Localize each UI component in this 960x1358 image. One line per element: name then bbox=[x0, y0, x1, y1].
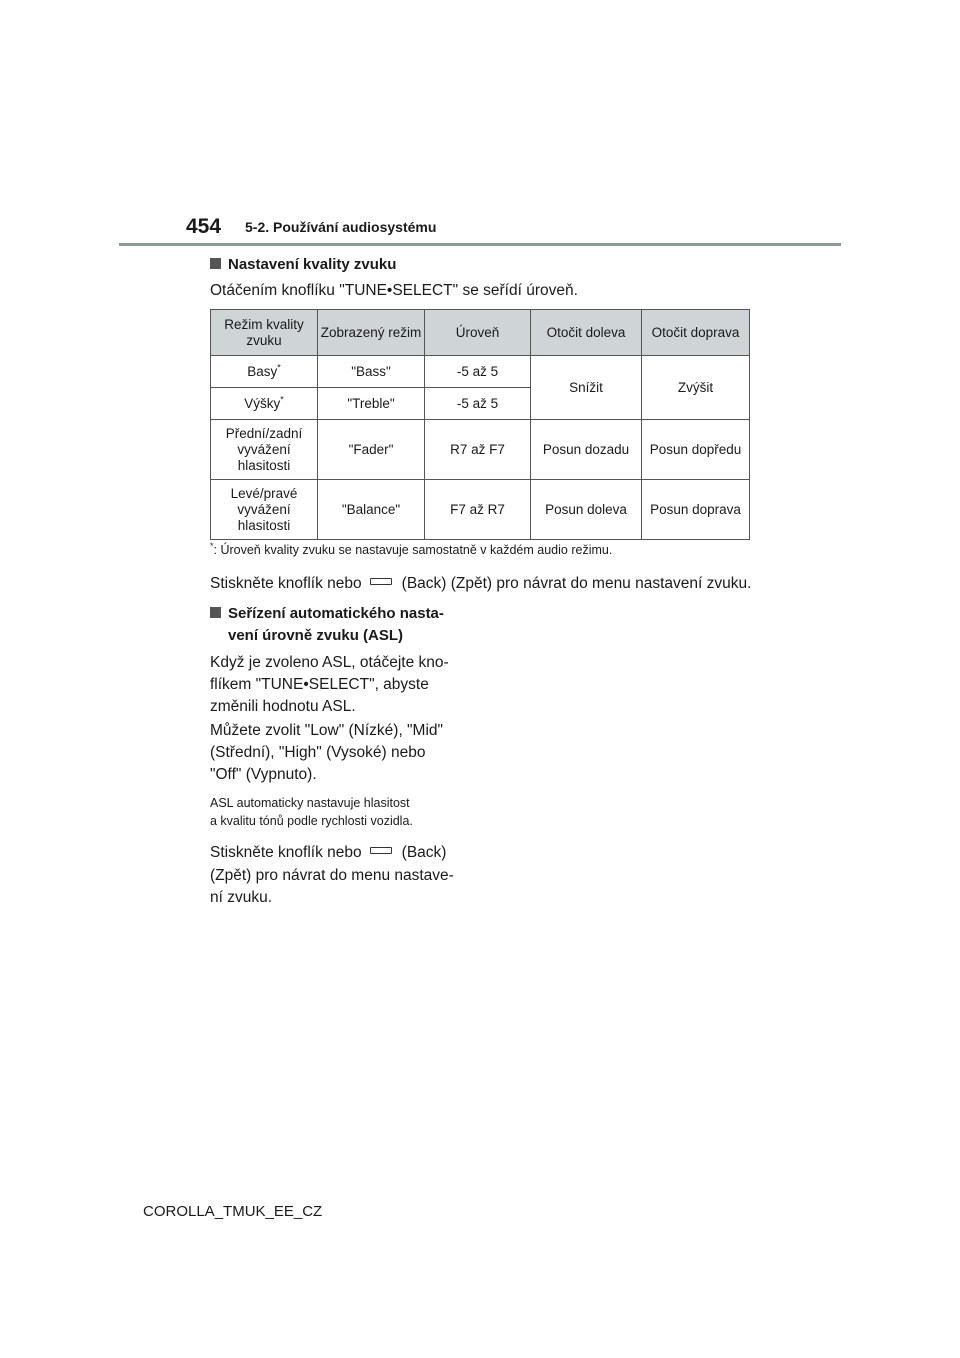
asl-note-line: ASL automaticky nastavuje hlasitost bbox=[210, 796, 410, 810]
table-cell: Přední/zadní vyvážení hlasitosti bbox=[211, 420, 318, 480]
asl-note-line: a kvalitu tónů podle rychlosti vozidla. bbox=[210, 814, 413, 828]
mode-label: Basy bbox=[247, 363, 278, 379]
back-text-before: Stiskněte knoflík nebo bbox=[210, 575, 362, 592]
back-text-after: (Back) (Zpět) pro návrat do menu nastavení zvuku. bbox=[401, 575, 752, 592]
table-cell: "Balance" bbox=[318, 480, 425, 540]
header-cell: Zobrazený režim bbox=[318, 310, 425, 356]
table-row bbox=[211, 356, 750, 388]
table-header-row bbox=[211, 310, 750, 356]
section-title: 5-2. Používání audiosystému bbox=[245, 219, 437, 235]
asl-heading-cont: vení úrovně zvuku (ASL) bbox=[228, 627, 404, 644]
back-instruction bbox=[210, 573, 751, 596]
square-bullet-icon bbox=[210, 258, 221, 269]
asl-paragraph-line: flíkem "TUNE•SELECT", abyste bbox=[210, 676, 429, 693]
quality-intro: Otáčením knoflíku "TUNE•SELECT" se seřídí úroveň. bbox=[210, 282, 578, 299]
table-cell: "Fader" bbox=[318, 420, 425, 480]
asl-heading-line: Seřízení automatického nasta- bbox=[228, 605, 444, 622]
table-cell: Posun doleva bbox=[531, 480, 642, 540]
table-cell: -5 až 5 bbox=[425, 388, 531, 420]
table-cell: Posun dopředu bbox=[642, 420, 750, 480]
table-row bbox=[211, 480, 750, 540]
table-cell: F7 až R7 bbox=[425, 480, 531, 540]
table-cell bbox=[211, 356, 318, 388]
footnote-text: : Úroveň kvality zvuku se nastavuje samostatně v každém audio režimu. bbox=[213, 543, 613, 557]
header-cell: Otočit doleva bbox=[531, 310, 642, 356]
asterisk: * bbox=[277, 362, 281, 372]
mode-label: Výšky bbox=[244, 395, 281, 411]
quality-heading-text: Nastavení kvality zvuku bbox=[228, 256, 397, 273]
asl-back-line: (Zpět) pro návrat do menu nastave- bbox=[210, 867, 454, 884]
footnote-mark: * bbox=[210, 540, 214, 551]
table-cell: "Treble" bbox=[318, 388, 425, 420]
back-text-before: Stiskněte knoflík nebo bbox=[210, 844, 362, 861]
sound-quality-table bbox=[210, 309, 750, 540]
back-button-icon bbox=[370, 578, 392, 585]
header-cell: Otočit doprava bbox=[642, 310, 750, 356]
asl-paragraph-line: změnili hodnotu ASL. bbox=[210, 698, 356, 715]
footer-code: COROLLA_TMUK_EE_CZ bbox=[143, 1203, 323, 1220]
asl-back-line: ní zvuku. bbox=[210, 889, 273, 906]
table-cell: -5 až 5 bbox=[425, 356, 531, 388]
asterisk: * bbox=[280, 394, 284, 404]
quality-heading bbox=[210, 254, 396, 276]
table-row bbox=[211, 420, 750, 480]
table-cell: Zvýšit bbox=[642, 356, 750, 420]
asl-paragraph-line: (Střední), "High" (Vysoké) nebo bbox=[210, 744, 426, 761]
footnote bbox=[210, 540, 613, 557]
asl-paragraph-line: Můžete zvolit "Low" (Nízké), "Mid" bbox=[210, 722, 444, 739]
table-cell bbox=[211, 388, 318, 420]
header-cell: Úroveň bbox=[425, 310, 531, 356]
table-cell: Snížit bbox=[531, 356, 642, 420]
asl-paragraph-line: "Off" (Vypnuto). bbox=[210, 766, 317, 783]
back-button-icon bbox=[370, 847, 392, 854]
asl-paragraph-line: Když je zvoleno ASL, otáčejte kno- bbox=[210, 654, 449, 671]
square-bullet-icon bbox=[210, 607, 221, 618]
table-cell: R7 až F7 bbox=[425, 420, 531, 480]
table-cell: Levé/pravé vyvážení hlasitosti bbox=[211, 480, 318, 540]
table-cell: Posun doprava bbox=[642, 480, 750, 540]
asl-heading bbox=[210, 603, 444, 625]
table-cell: Posun dozadu bbox=[531, 420, 642, 480]
table-cell: "Bass" bbox=[318, 356, 425, 388]
page-number: 454 bbox=[186, 215, 222, 238]
header-cell: Režim kvality zvuku bbox=[211, 310, 318, 356]
asl-back-instruction bbox=[210, 842, 446, 865]
back-text-after: (Back) bbox=[401, 844, 447, 861]
header-rule bbox=[119, 243, 841, 246]
